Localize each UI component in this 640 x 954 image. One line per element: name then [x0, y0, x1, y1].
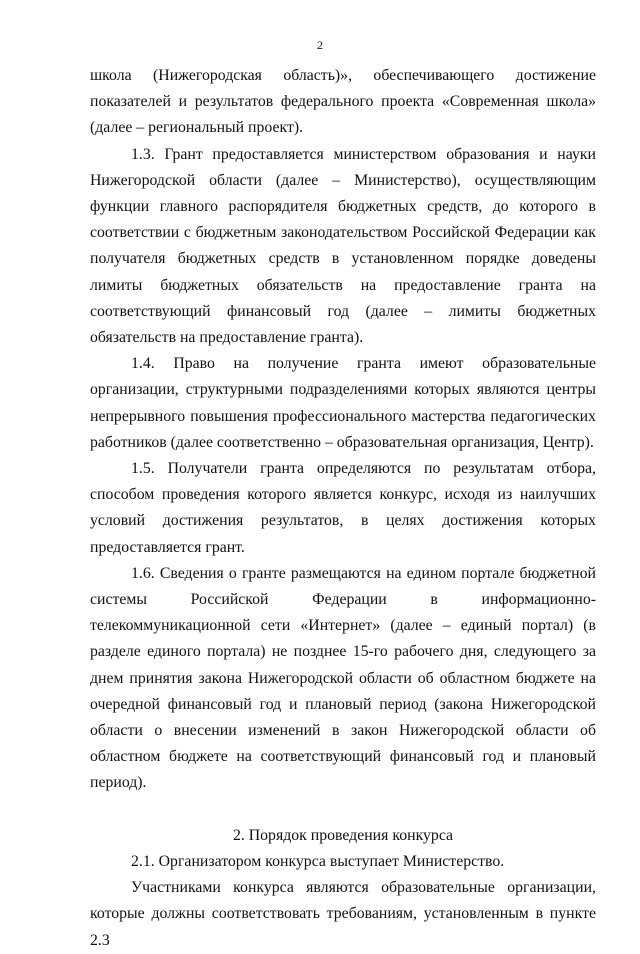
paragraph-1-3: 1.3. Грант предоставляется министерством образования и науки Нижегородской области (далее – Министерство), осуществляющим функции главного распорядителя бюджетных средств, до которого в соответствии с бюджетным законодательством Российской Федерации как получателя бюджетных средств в установленном порядке доведены лимиты бюджетных обязательств на предоставление гранта на соответствующий финансовый год (далее – лимиты бюджетных обязательств на предоставление гранта). [90, 145, 596, 347]
paragraph-1-5: 1.5. Получатели гранта определяются по результатам отбора, способом проведения которого является конкурс, исходя из наилучших условий достижения результатов, в целях достижения которых предоставляется грант. [90, 460, 596, 556]
page-number: 2 [317, 38, 323, 52]
section-heading-2: 2. Порядок проведения конкурса [232, 826, 454, 844]
paragraph-2-1: 2.1. Организатором конкурса выступает Министерство. [131, 852, 505, 870]
document-body [90, 63, 596, 954]
paragraph-regional-project: школа (Нижегородская область)», обеспечивающего достижение показателей и результатов федерального проекта «Современная школа» (далее – региональный проект). [90, 67, 596, 137]
paragraph-1-6: 1.6. Сведения о гранте размещаются на едином портале бюджетной системы Российской Федерации в информационно-телекоммуникационной сети «Интернет» (далее – единый портал) (в разделе единого портала) не позднее 15-го рабочего дня, следующего за днем принятия закона Нижегородской области об областном бюджете на очередной финансовый год и плановый период (закона Нижегородской области о внесении изменений в закон Нижегородской области об областном бюджете на соответствующий финансовый год и плановый период). [90, 564, 596, 792]
paragraph-1-4: 1.4. Право на получение гранта имеют образовательные организации, структурными подразделениями которых являются центры непрерывного повышения профессионального мастерства педагогических работников (далее соответственно – образовательная организация, Центр). [90, 355, 596, 451]
paragraph-participants: Участниками конкурса являются образовательные организации, которые должны соответствовать требованиям, установленным в пункте 2.3 [90, 879, 596, 949]
